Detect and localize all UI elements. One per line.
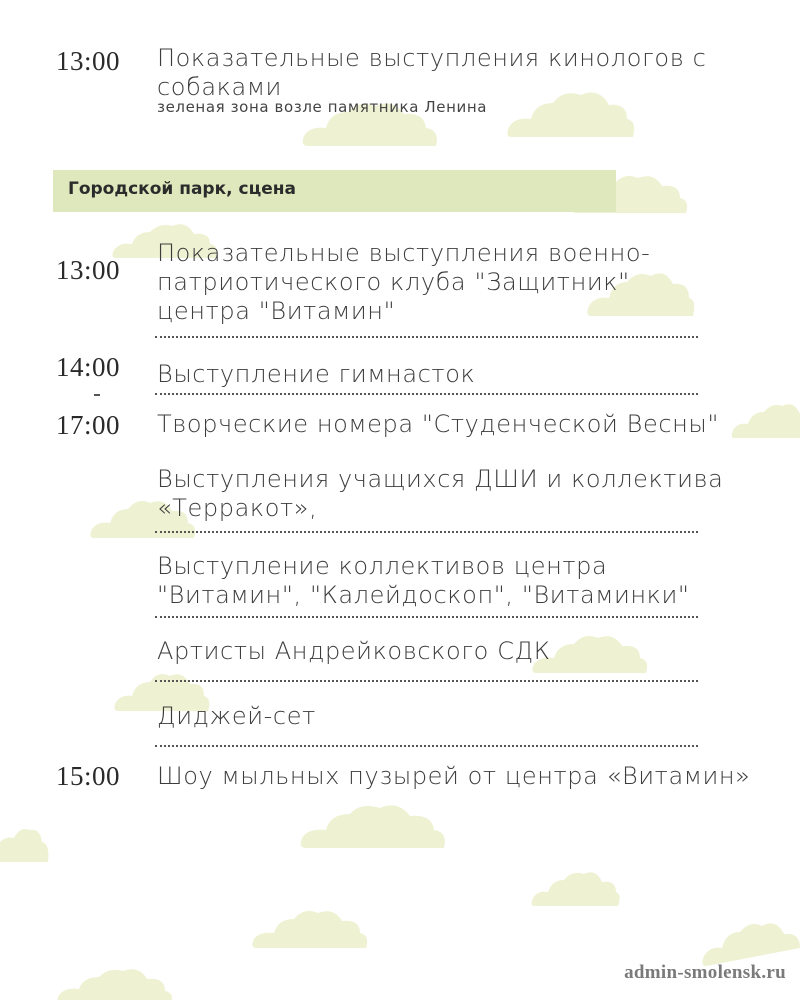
event-title-line: собаками [157,73,282,101]
event-title-line: Выступление гимнасток [157,360,476,388]
section-title: Городской парк, сцена [68,179,296,199]
dotted-divider [155,680,698,682]
event-title-line: Показательные выступления военно- [157,239,651,267]
cloud-decoration [0,822,50,864]
cloud-decoration [55,965,175,1000]
cloud-decoration [700,918,800,968]
site-watermark: admin-smolensk.ru [624,962,786,983]
event-title-line: Выступление коллективов центра [157,552,608,580]
event-title-line: Артисты Андрейковского СДК [157,637,551,665]
section-header [53,170,616,212]
dotted-divider [155,531,698,533]
tick-mark [94,394,100,396]
event-time: 13:00 [56,255,121,285]
event-title-line: Творческие номера "Студенческой Весны" [157,410,720,438]
event-title-line: патриотического клуба "Защитник" [157,268,630,296]
event-title-line: «Терракот», [157,494,318,522]
dotted-divider [155,745,698,747]
event-time: 13:00 [56,46,121,76]
event-title-line: Выступления учащихся ДШИ и коллектива [157,465,724,493]
dotted-divider [155,393,698,395]
event-title-line: Показательные выступления кинологов с [157,44,707,72]
cloud-decoration [298,800,448,850]
cloud-decoration [530,868,620,908]
event-title-line: Диджей-сет [157,702,316,730]
cloud-decoration [730,400,800,440]
event-time: 14:00 [56,352,121,382]
dotted-divider [155,616,698,618]
event-time: 17:00 [56,410,121,440]
event-time: 15:00 [56,761,121,791]
cloud-decoration [250,905,370,950]
dotted-divider [155,336,698,338]
event-location: зеленая зона возле памятника Ленина [157,98,488,116]
event-title-line: "Витамин", "Калейдоскоп", "Витаминки" [157,581,690,609]
cloud-decoration [505,85,635,140]
event-title-line: Шоу мыльных пузырей от центра «Витамин» [157,762,751,790]
event-title-line: центра "Витамин" [157,297,396,325]
